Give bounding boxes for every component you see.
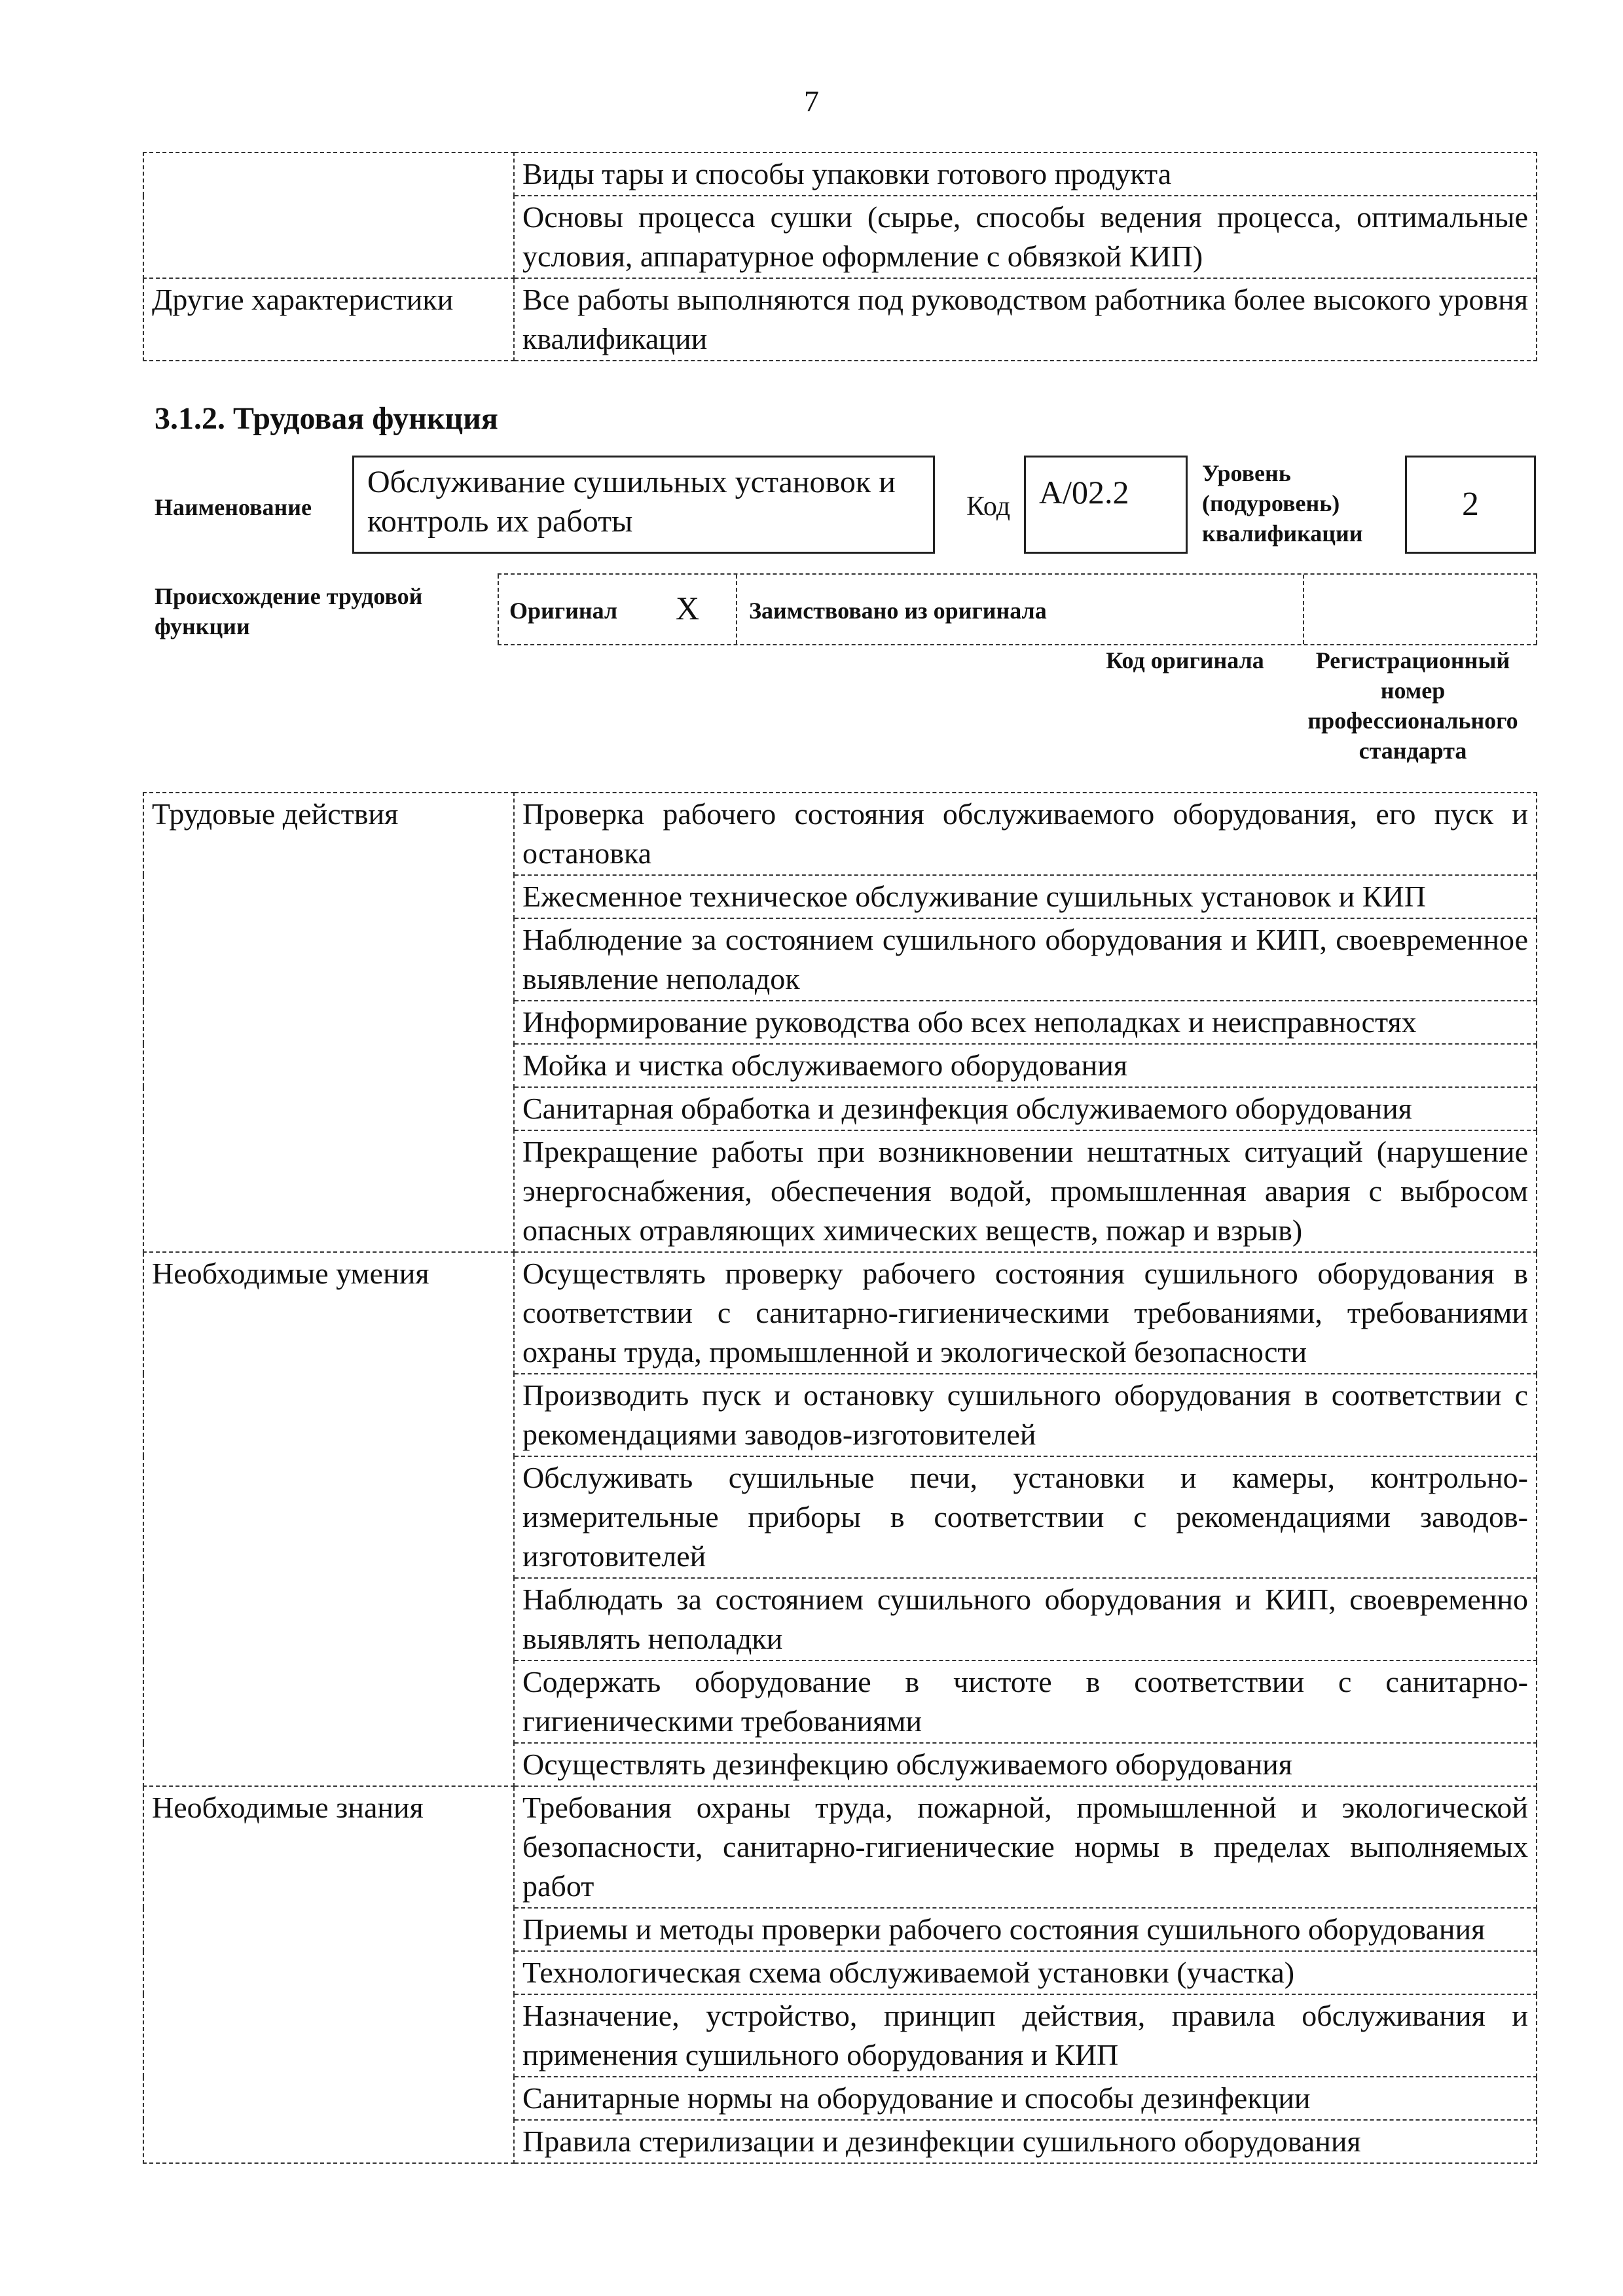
table-cell: Назначение, устройство, принцип действия, правила обслуживания и применения сушильного оборудования и КИП xyxy=(514,1994,1537,2077)
table-row xyxy=(143,1252,1537,1374)
table-cell: Все работы выполняются под руководством работника более высокого уровня квалификации xyxy=(514,278,1537,361)
table-cell: Производить пуск и остановку сушильного оборудования в соответствии с рекомендациями заводов-изготовителей xyxy=(514,1374,1537,1456)
function-code-box: A/02.2 xyxy=(1024,456,1188,554)
table-cell: Требования охраны труда, пожарной, промышленной и экологической безопасности, санитарно-гигиенические нормы в пределах выполняемых работ xyxy=(514,1786,1537,1908)
table-cell: Осуществлять дезинфекцию обслуживаемого оборудования xyxy=(514,1743,1537,1786)
table-row xyxy=(143,152,1537,196)
borrowed-cell xyxy=(736,575,1122,644)
row-header: Необходимые знания xyxy=(143,1786,514,2163)
row-header: Другие характеристики xyxy=(143,278,514,361)
level-label: Уровень (подуровень) квалификации xyxy=(1202,460,1363,547)
table-cell: Санитарные нормы на оборудование и способы дезинфекции xyxy=(514,2077,1537,2120)
table-cell: Ежесменное техническое обслуживание сушильных установок и КИП xyxy=(514,875,1537,918)
original-label: Оригинал xyxy=(509,598,618,624)
row-header: Необходимые умения xyxy=(143,1252,514,1786)
level-box: 2 xyxy=(1405,456,1536,554)
original-cell xyxy=(498,575,736,644)
top-table xyxy=(143,152,1537,361)
code-label: Код xyxy=(966,492,1011,522)
table-cell: Осуществлять проверку рабочего состояния сушильного оборудования в соответствии с санитарно-гигиеническими требованиями, требованиями охраны труда, промышленной и экологической безопасности xyxy=(514,1252,1537,1374)
table-cell: Наблюдать за состоянием сушильного оборудования и КИП, своевременно выявлять неполадки xyxy=(514,1578,1537,1660)
borrowed-label: Заимствовано из оригинала xyxy=(749,598,1047,624)
table-cell: Содержать оборудование в чистоте в соответствии с санитарно-гигиеническими требованиями xyxy=(514,1660,1537,1743)
function-name-box: Обслуживание сушильных установок и контроль их работы xyxy=(352,456,935,554)
table-row xyxy=(143,793,1537,875)
table-cell: Санитарная обработка и дезинфекция обслуживаемого оборудования xyxy=(514,1087,1537,1130)
table-cell: Основы процесса сушки (сырье, способы ведения процесса, оптимальные условия, аппаратурное оформление с обвязкой КИП) xyxy=(514,196,1537,278)
table-cell: Мойка и чистка обслуживаемого оборудования xyxy=(514,1044,1537,1087)
original-mark: X xyxy=(676,590,700,626)
reg-number-cell xyxy=(1303,575,1537,644)
table-cell: Обслуживать сушильные печи, установки и камеры, контрольно-измерительные приборы в соответствии с рекомендациями заводов-изготовителей xyxy=(514,1456,1537,1578)
table-cell: Информирование руководства обо всех неполадках и неисправностях xyxy=(514,1001,1537,1044)
table-cell: Технологическая схема обслуживаемой установки (участка) xyxy=(514,1951,1537,1994)
table-cell: Правила стерилизации и дезинфекции сушильного оборудования xyxy=(514,2120,1537,2163)
origin-row xyxy=(498,573,1537,645)
table-row xyxy=(143,1786,1537,1908)
main-table xyxy=(143,792,1537,2164)
reg-number-caption: Регистрационный номер профессионального стандарта xyxy=(1307,647,1518,764)
original-code-caption: Код оригинала xyxy=(1106,647,1264,673)
table-cell: Прекращение работы при возникновении нештатных ситуаций (нарушение энергоснабжения, обеспечения водой, промышленная авария с выбросом опасных отравляющих химических веществ, пожар и взрыв) xyxy=(514,1130,1537,1252)
table-cell: Наблюдение за состоянием сушильного оборудования и КИП, своевременное выявление неполадок xyxy=(514,918,1537,1001)
section-title: 3.1.2. Трудовая функция xyxy=(155,401,498,436)
table-cell: Виды тары и способы упаковки готового продукта xyxy=(514,152,1537,196)
row-header xyxy=(143,152,514,278)
page-number: 7 xyxy=(804,84,819,118)
origin-label: Происхождение трудовой функции xyxy=(155,583,423,639)
table-row xyxy=(143,278,1537,361)
table-cell: Приемы и методы проверки рабочего состояния сушильного оборудования xyxy=(514,1908,1537,1951)
table-cell: Проверка рабочего состояния обслуживаемого оборудования, его пуск и остановка xyxy=(514,793,1537,875)
name-label: Наименование xyxy=(155,494,312,520)
row-header: Трудовые действия xyxy=(143,793,514,1252)
